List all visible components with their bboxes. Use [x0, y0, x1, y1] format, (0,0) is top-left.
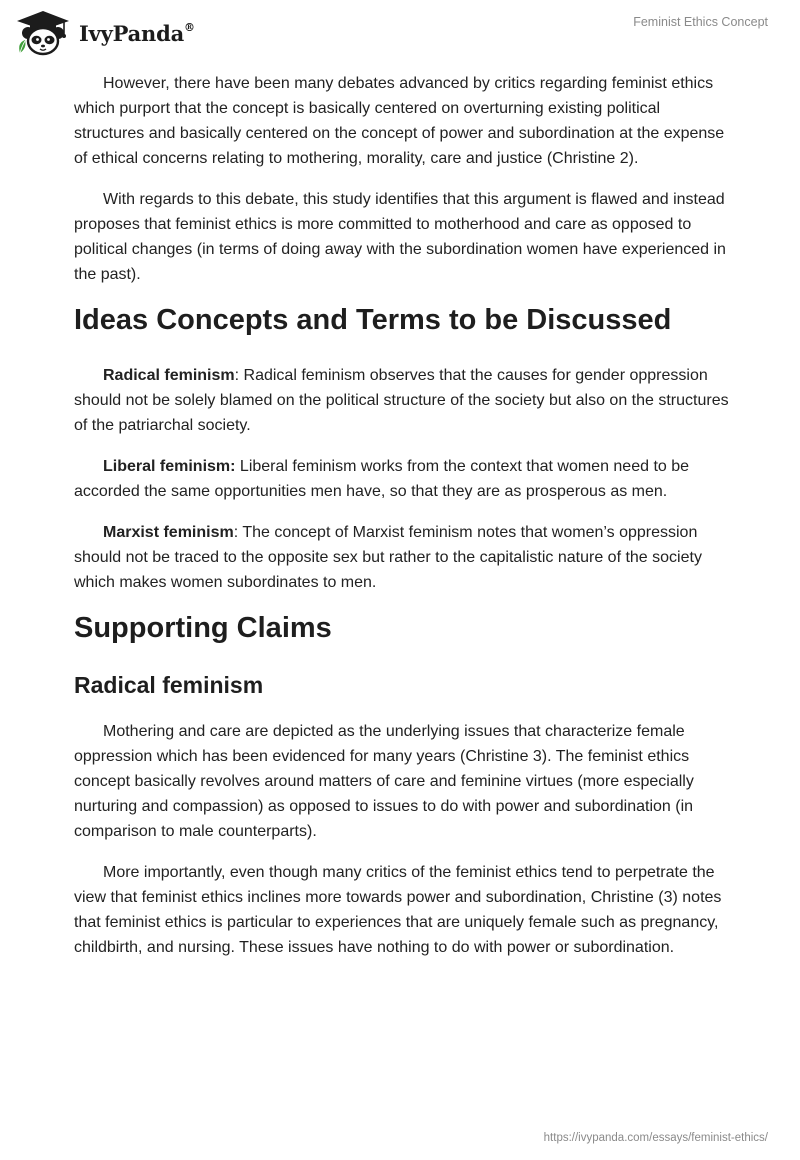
essay-content: [74, 71, 734, 976]
brand-name-text: IvyPanda: [79, 20, 185, 46]
term-label: Marxist feminism: [103, 524, 234, 541]
supporting-claims-heading: Supporting Claims: [74, 612, 332, 644]
term-definition: The concept of Marxist feminism notes that women’s oppression should not be traced to the opposite sex but rather to the capitalistic nature of the society which makes women subordinates to men.: [74, 524, 702, 591]
ivypanda-logo[interactable]: [14, 9, 195, 57]
intro-paragraph-2: With regards to this debate, this study identifies that this argument is flawed and instead proposes that feminist ethics is more committed to motherhood and care as opposed to political changes (in terms of doing away with the subordination women have experienced in the past).: [74, 191, 726, 283]
term-label: Liberal feminism:: [103, 458, 236, 475]
document-title: Feminist Ethics Concept: [633, 15, 768, 29]
term-definition: Liberal feminism works from the context that women need to be accorded the same opportunities men have, so that they are as prosperous as men.: [74, 458, 690, 500]
radical-feminism-subheading: Radical feminism: [74, 672, 264, 698]
registered-mark: ®: [184, 20, 195, 34]
radical-paragraph-1: Mothering and care are depicted as the underlying issues that characterize female oppression which has been evidenced for many years (Christine 3). The feminist ethics concept basically revolves around matters of care and feminine virtues (more especially nurturing and compassion) as opposed to issues to do with power and subordination (in comparison to male counterparts).: [74, 723, 694, 840]
term-definition: Radical feminism observes that the causes for gender oppression should not be solely blamed on the political structure of the society but also on the structures of the patriarchal society.: [74, 367, 729, 434]
radical-paragraph-2: More importantly, even though many critics of the feminist ethics tend to perpetrate the view that feminist ethics inclines more towards power and subordination, Christine (3) notes that feminist ethics is particular to experiences that are uniquely female such as pregnancy, childbirth, and nursing. These issues have nothing to do with power or subordination.: [74, 864, 722, 956]
term-liberal-feminism: [74, 454, 734, 504]
term-separator: :: [233, 524, 239, 541]
ideas-heading: Ideas Concepts and Terms to be Discussed: [74, 304, 672, 336]
panda-graduate-icon: [14, 9, 72, 57]
term-label: Radical feminism: [103, 367, 235, 384]
term-radical-feminism: [74, 363, 734, 438]
source-url[interactable]: https://ivypanda.com/essays/feminist-ethics/: [543, 1132, 768, 1144]
brand-name: [79, 21, 195, 46]
term-marxist-feminism: [74, 520, 734, 595]
term-separator: :: [234, 367, 240, 384]
page-header: [0, 0, 800, 64]
intro-paragraph-1: However, there have been many debates advanced by critics regarding feminist ethics which purport that the concept is basically centered on overturning existing political structures and basically centered on the concept of power and subordination at the expense of ethical concerns relating to mothering, morality, care and justice (Christine 2).: [74, 75, 725, 167]
